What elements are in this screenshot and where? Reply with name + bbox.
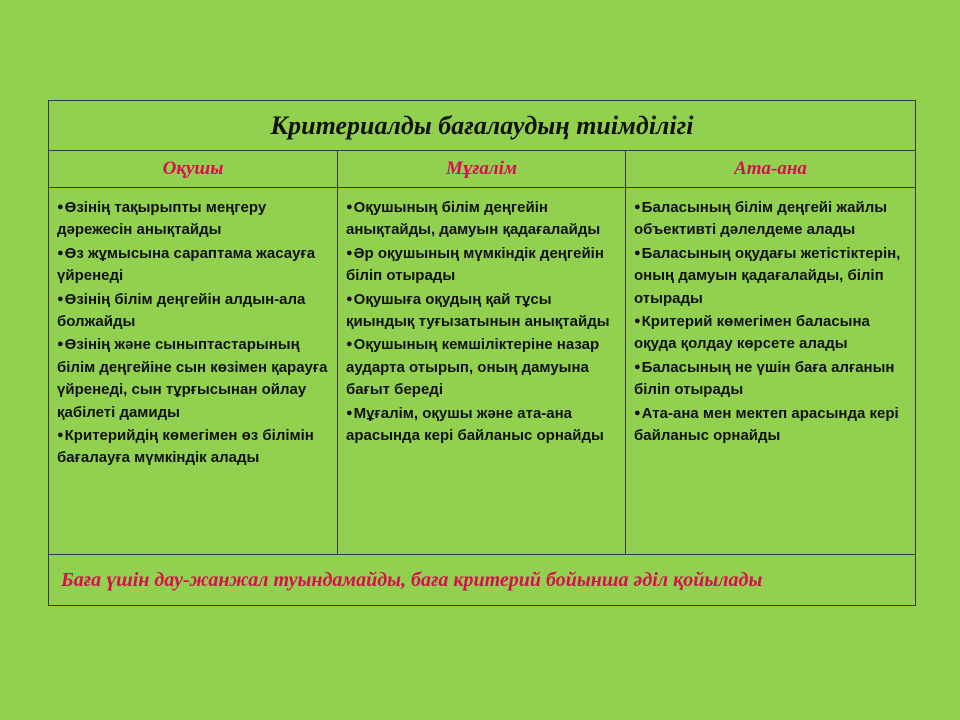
- bullet-icon: ●: [57, 338, 64, 351]
- bullet-icon: ●: [57, 292, 64, 305]
- list-item: ●Мұғалім, оқушы және ата-ана арасында кері байланыс орнайды: [346, 404, 604, 445]
- criteria-table: [48, 100, 916, 606]
- table-title: Критериалды бағалаудың тиімділігі: [49, 101, 916, 151]
- bullet-icon: ●: [634, 360, 641, 373]
- header-parent: Ата-ана: [626, 151, 916, 188]
- bullet-icon: ●: [346, 246, 353, 259]
- parent-list: [634, 196, 909, 447]
- list-item: ●Әр оқушының мүмкіндік деңгейін біліп отырады: [346, 244, 604, 285]
- bullet-icon: ●: [634, 246, 641, 259]
- list-item: ●Өзінің тақырыпты меңгеру дәрежесін анықтайды: [57, 199, 267, 239]
- list-item: ●Өзінің және сыныптастарының білім деңгейіне сын көзімен қарауға үйренеді, сын тұрғысынан ойлау қабілеті дамиды: [57, 336, 328, 421]
- list-item: ●Ата-ана мен мектеп арасында кері байланыс орнайды: [634, 404, 899, 445]
- header-teacher: Мұғалім: [338, 151, 626, 188]
- list-item: ●Баласының не үшін баға алғанын біліп отырады: [634, 358, 895, 399]
- header-student: Оқушы: [49, 151, 338, 188]
- bullet-icon: ●: [346, 201, 353, 213]
- bullet-icon: ●: [57, 246, 64, 259]
- bullet-icon: ●: [634, 406, 641, 419]
- bullet-icon: ●: [634, 315, 641, 328]
- conclusion-text: Баға үшін дау-жанжал туындамайды, баға критерий бойынша әділ қойылады: [49, 555, 916, 606]
- teacher-list: [346, 196, 619, 447]
- list-item: ●Өзінің білім деңгейін алдын-ала болжайды: [57, 290, 306, 331]
- bullet-icon: ●: [346, 292, 353, 305]
- list-item: ●Критерий көмегімен баласына оқуда қолдау көрсете алады: [634, 313, 870, 353]
- list-item: ●Оқушының білім деңгейін анықтайды, дамуын қадағалайды: [346, 199, 601, 239]
- list-item: ●Оқушының кемшіліктеріне назар аудартa отырып, оның дамуына бағыт береді: [346, 336, 600, 399]
- list-item: ●Өз жұмысына сараптама жасауға үйренеді: [57, 244, 316, 285]
- teacher-cell: [338, 188, 626, 555]
- parent-cell: [626, 188, 916, 555]
- student-cell: [49, 188, 338, 555]
- bullet-icon: ●: [346, 338, 353, 351]
- list-item: ●Баласының білім деңгейі жайлы объективті дәлелдеме алады: [634, 199, 888, 239]
- bullet-icon: ●: [57, 429, 64, 442]
- list-item: ●Критерийдің көмегімен өз білімін бағалауға мүмкіндік алады: [57, 427, 314, 467]
- bullet-icon: ●: [57, 201, 64, 213]
- list-item: ●Баласының оқудағы жетістіктерін, оның дамуын қадағалайды, біліп отырады: [634, 244, 901, 307]
- bullet-icon: ●: [634, 201, 641, 213]
- bullet-icon: ●: [346, 406, 353, 419]
- student-list: [57, 196, 331, 470]
- list-item: ●Оқушыға оқудың қай тұсы қиындық туғызатынын анықтайды: [346, 290, 610, 331]
